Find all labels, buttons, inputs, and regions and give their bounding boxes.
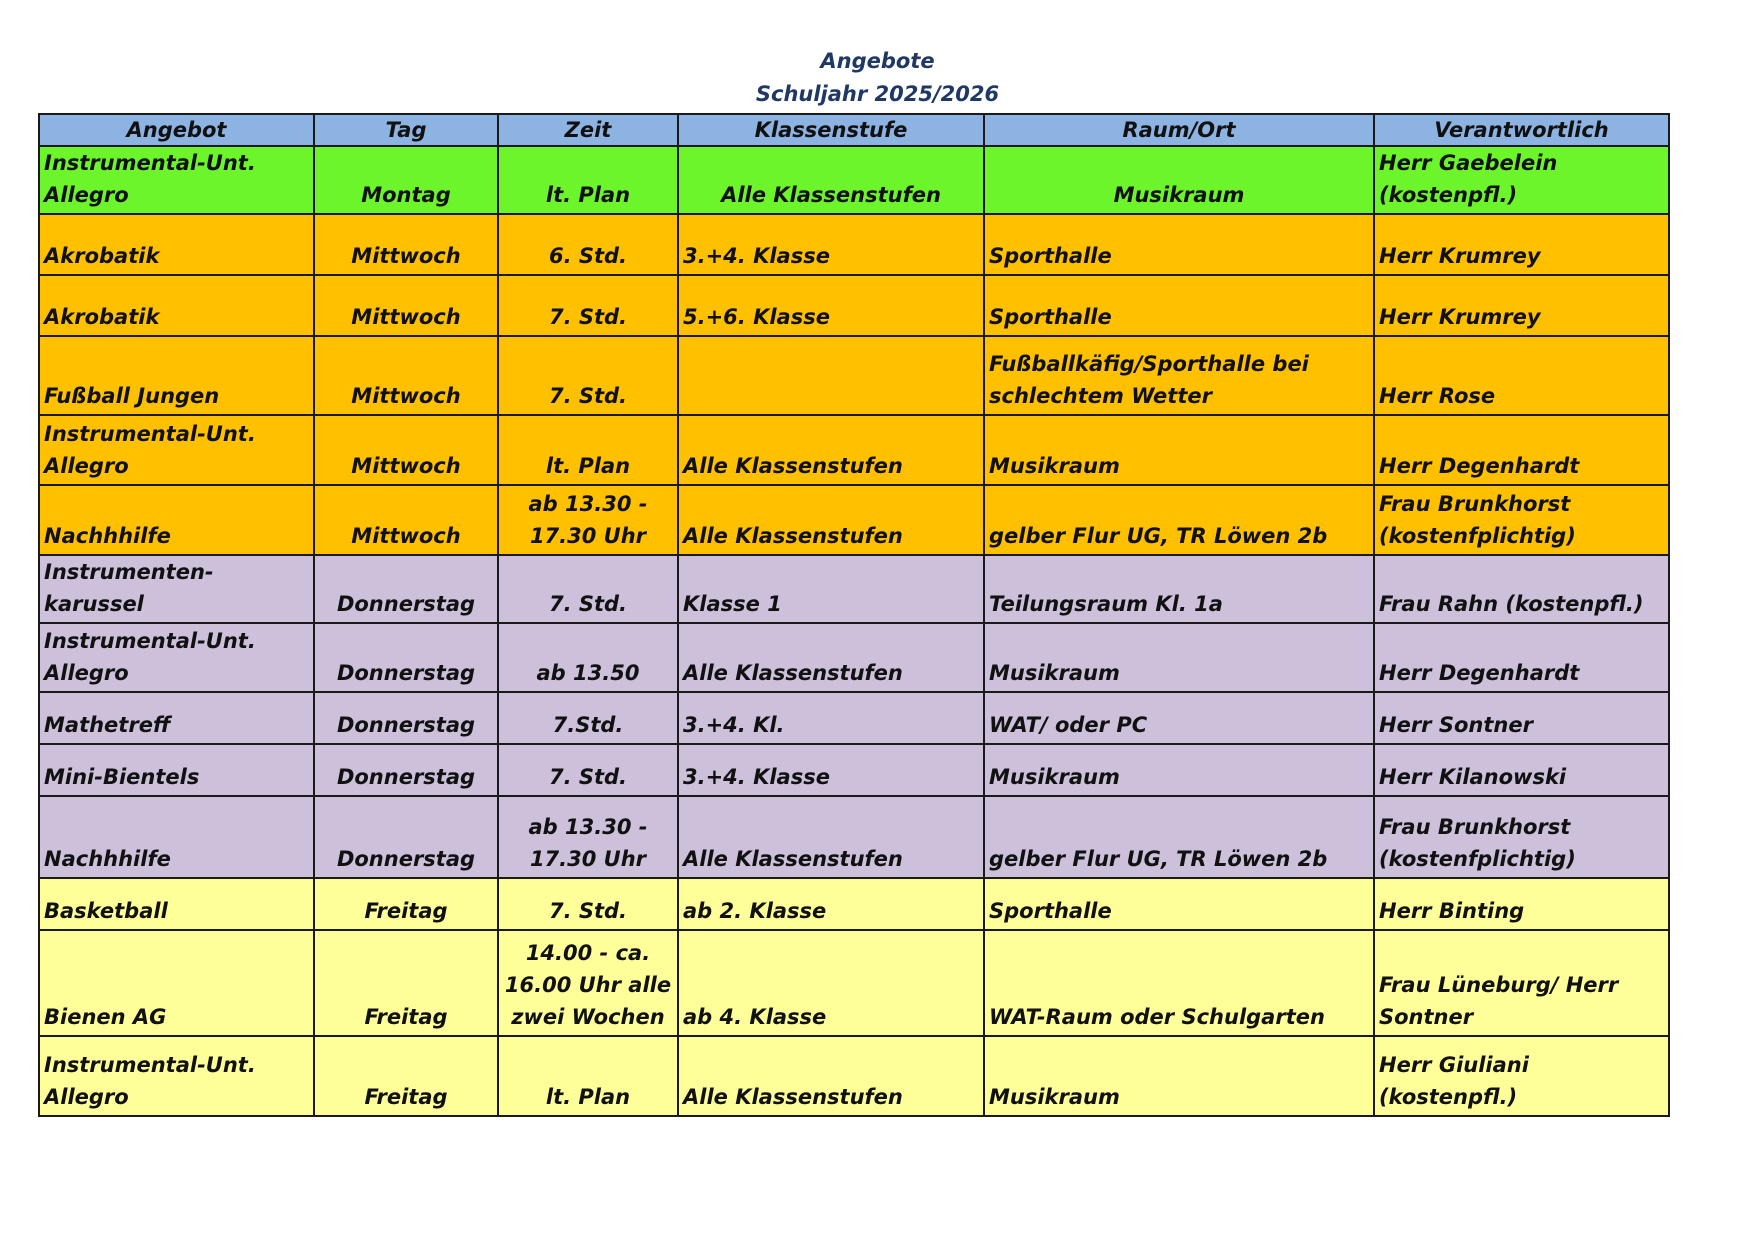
table-header-row bbox=[39, 114, 1669, 146]
cell-klassenstufe: 5.+6. Klasse bbox=[678, 275, 984, 336]
cell-zeit: lt. Plan bbox=[498, 146, 678, 214]
cell-verantwortlich: Herr Krumrey bbox=[1374, 275, 1669, 336]
table-row bbox=[39, 796, 1669, 878]
table-row bbox=[39, 930, 1669, 1036]
cell-verantwortlich: Frau Rahn (kostenpfl.) bbox=[1374, 555, 1669, 623]
cell-klassenstufe: 3.+4. Kl. bbox=[678, 692, 984, 744]
cell-zeit: 7. Std. bbox=[498, 878, 678, 930]
cell-zeit: 14.00 - ca. 16.00 Uhr alle zwei Wochen bbox=[498, 930, 678, 1036]
cell-klassenstufe bbox=[678, 336, 984, 415]
cell-raum: Musikraum bbox=[984, 1036, 1374, 1116]
cell-klassenstufe: ab 4. Klasse bbox=[678, 930, 984, 1036]
cell-verantwortlich: Herr Gaebelein (kostenpfl.) bbox=[1374, 146, 1669, 214]
cell-tag: Donnerstag bbox=[314, 796, 498, 878]
cell-raum: Sporthalle bbox=[984, 214, 1374, 275]
cell-angebot: Instrumental-Unt. Allegro bbox=[39, 1036, 314, 1116]
column-header-klassenstufe: Klassenstufe bbox=[678, 114, 984, 146]
cell-tag: Donnerstag bbox=[314, 623, 498, 692]
cell-tag: Freitag bbox=[314, 878, 498, 930]
cell-klassenstufe: Alle Klassenstufen bbox=[678, 623, 984, 692]
cell-verantwortlich: Herr Degenhardt bbox=[1374, 623, 1669, 692]
cell-verantwortlich: Frau Brunkhorst (kostenfplichtig) bbox=[1374, 485, 1669, 555]
table-row bbox=[39, 275, 1669, 336]
cell-klassenstufe: Alle Klassenstufen bbox=[678, 485, 984, 555]
cell-zeit: 7. Std. bbox=[498, 744, 678, 796]
cell-verantwortlich: Herr Degenhardt bbox=[1374, 415, 1669, 485]
table-row bbox=[39, 214, 1669, 275]
table-row bbox=[39, 623, 1669, 692]
cell-angebot: Mini-Bientels bbox=[39, 744, 314, 796]
cell-verantwortlich: Frau Brunkhorst (kostenfplichtig) bbox=[1374, 796, 1669, 878]
cell-raum: Fußballkäfig/Sporthalle bei schlechtem Wetter bbox=[984, 336, 1374, 415]
cell-angebot: Nachhhilfe bbox=[39, 796, 314, 878]
column-header-raum: Raum/Ort bbox=[984, 114, 1374, 146]
table-row bbox=[39, 744, 1669, 796]
cell-raum: gelber Flur UG, TR Löwen 2b bbox=[984, 796, 1374, 878]
cell-angebot: Instrumental-Unt. Allegro bbox=[39, 415, 314, 485]
cell-zeit: lt. Plan bbox=[498, 1036, 678, 1116]
cell-raum: Musikraum bbox=[984, 623, 1374, 692]
cell-angebot: Instrumental-Unt. Allegro bbox=[39, 623, 314, 692]
cell-klassenstufe: 3.+4. Klasse bbox=[678, 744, 984, 796]
cell-klassenstufe: Alle Klassenstufen bbox=[678, 1036, 984, 1116]
cell-tag: Freitag bbox=[314, 930, 498, 1036]
offers-table bbox=[38, 113, 1670, 1117]
cell-klassenstufe: Alle Klassenstufen bbox=[678, 415, 984, 485]
table-row bbox=[39, 692, 1669, 744]
column-header-zeit: Zeit bbox=[498, 114, 678, 146]
cell-raum: WAT/ oder PC bbox=[984, 692, 1374, 744]
cell-klassenstufe: Alle Klassenstufen bbox=[678, 796, 984, 878]
table-row bbox=[39, 146, 1669, 214]
cell-angebot: Nachhhilfe bbox=[39, 485, 314, 555]
cell-raum: Musikraum bbox=[984, 146, 1374, 214]
cell-zeit: ab 13.50 bbox=[498, 623, 678, 692]
column-header-angebot: Angebot bbox=[39, 114, 314, 146]
cell-raum: gelber Flur UG, TR Löwen 2b bbox=[984, 485, 1374, 555]
table-row bbox=[39, 878, 1669, 930]
cell-angebot: Instrumental-Unt. Allegro bbox=[39, 146, 314, 214]
cell-zeit: 6. Std. bbox=[498, 214, 678, 275]
cell-zeit: ab 13.30 - 17.30 Uhr bbox=[498, 796, 678, 878]
table-row bbox=[39, 485, 1669, 555]
cell-angebot: Mathetreff bbox=[39, 692, 314, 744]
cell-verantwortlich: Herr Krumrey bbox=[1374, 214, 1669, 275]
cell-zeit: 7. Std. bbox=[498, 336, 678, 415]
cell-angebot: Akrobatik bbox=[39, 275, 314, 336]
cell-tag: Mittwoch bbox=[314, 415, 498, 485]
cell-verantwortlich: Herr Sontner bbox=[1374, 692, 1669, 744]
cell-tag: Mittwoch bbox=[314, 485, 498, 555]
column-header-tag: Tag bbox=[314, 114, 498, 146]
cell-tag: Donnerstag bbox=[314, 744, 498, 796]
cell-verantwortlich: Herr Rose bbox=[1374, 336, 1669, 415]
cell-verantwortlich: Frau Lüneburg/ Herr Sontner bbox=[1374, 930, 1669, 1036]
cell-tag: Donnerstag bbox=[314, 692, 498, 744]
cell-tag: Freitag bbox=[314, 1036, 498, 1116]
cell-zeit: 7.Std. bbox=[498, 692, 678, 744]
table-row bbox=[39, 415, 1669, 485]
cell-zeit: 7. Std. bbox=[498, 555, 678, 623]
cell-raum: Teilungsraum Kl. 1a bbox=[984, 555, 1374, 623]
cell-raum: Sporthalle bbox=[984, 878, 1374, 930]
column-header-verantwortlich: Verantwortlich bbox=[1374, 114, 1669, 146]
cell-raum: Musikraum bbox=[984, 744, 1374, 796]
cell-tag: Montag bbox=[314, 146, 498, 214]
cell-verantwortlich: Herr Kilanowski bbox=[1374, 744, 1669, 796]
cell-verantwortlich: Herr Binting bbox=[1374, 878, 1669, 930]
cell-zeit: ab 13.30 - 17.30 Uhr bbox=[498, 485, 678, 555]
cell-angebot: Basketball bbox=[39, 878, 314, 930]
cell-raum: WAT-Raum oder Schulgarten bbox=[984, 930, 1374, 1036]
cell-tag: Mittwoch bbox=[314, 275, 498, 336]
cell-klassenstufe: Alle Klassenstufen bbox=[678, 146, 984, 214]
cell-tag: Donnerstag bbox=[314, 555, 498, 623]
table-row bbox=[39, 555, 1669, 623]
cell-zeit: lt. Plan bbox=[498, 415, 678, 485]
cell-angebot: Akrobatik bbox=[39, 214, 314, 275]
cell-klassenstufe: Klasse 1 bbox=[678, 555, 984, 623]
cell-klassenstufe: ab 2. Klasse bbox=[678, 878, 984, 930]
cell-angebot: Bienen AG bbox=[39, 930, 314, 1036]
page-title: Angebote bbox=[820, 49, 935, 73]
page-subtitle: Schuljahr 2025/2026 bbox=[755, 82, 1000, 106]
table-row bbox=[39, 1036, 1669, 1116]
cell-klassenstufe: 3.+4. Klasse bbox=[678, 214, 984, 275]
cell-raum: Musikraum bbox=[984, 415, 1374, 485]
table-row bbox=[39, 336, 1669, 415]
cell-zeit: 7. Std. bbox=[498, 275, 678, 336]
cell-raum: Sporthalle bbox=[984, 275, 1374, 336]
cell-tag: Mittwoch bbox=[314, 336, 498, 415]
cell-verantwortlich: Herr Giuliani (kostenpfl.) bbox=[1374, 1036, 1669, 1116]
cell-angebot: Instrumenten-karussel bbox=[39, 555, 314, 623]
cell-angebot: Fußball Jungen bbox=[39, 336, 314, 415]
cell-tag: Mittwoch bbox=[314, 214, 498, 275]
